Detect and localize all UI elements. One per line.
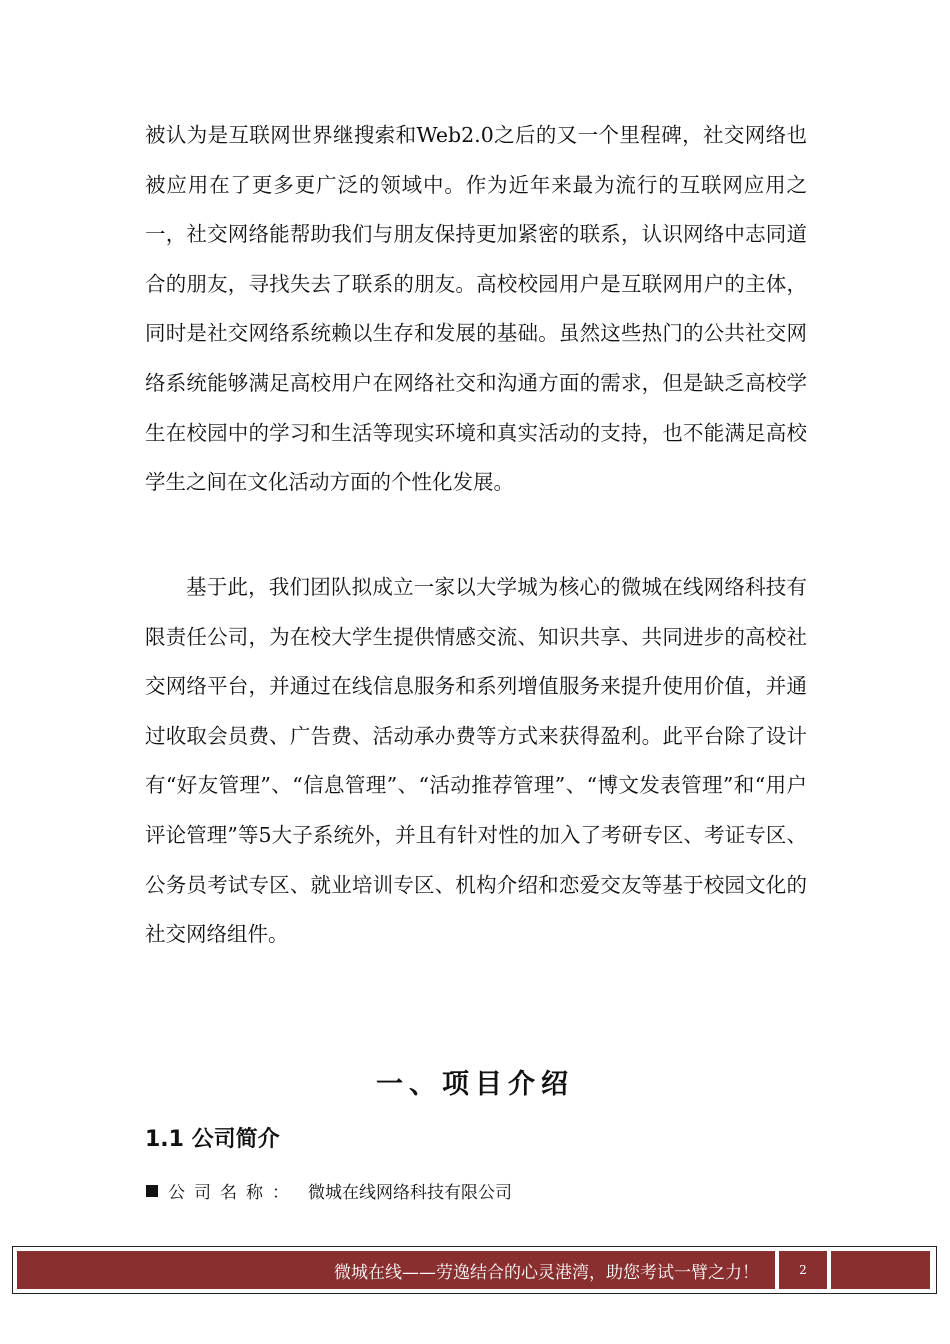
page-footer <box>12 1246 937 1294</box>
footer-decor-box <box>831 1251 930 1289</box>
body-paragraph-2: 基于此，我们团队拟成立一家以大学城为核心的微城在线网络科技有限责任公司，为在校大学生提供情感交流、知识共享、共同进步的高校社交网络平台，并通过在线信息服务和系列增值服务来提升使用价值，并通过收取会员费、广告费、活动承办费等方式来获得盈利。此平台除了设计有“好友管理”、“信息管理”、“活动推荐管理”、“博文发表管理”和“用户评论管理”等5大子系统外，并且有针对性的加入了考研专区、考证专区、公务员考试专区、就业培训专区、机构介绍和恋爱交友等基于校园文化的社交网络组件。 <box>145 575 807 947</box>
footer-slogan: 微城在线——劳逸结合的心灵港湾，助您考试一臂之力！ <box>334 1262 759 1283</box>
page-number: 2 <box>799 1263 807 1277</box>
company-name-value: 微城在线网络科技有限公司 <box>308 1183 512 1203</box>
footer-page-box <box>779 1251 827 1289</box>
company-name-label: 公司名称： <box>168 1183 298 1203</box>
company-name-row <box>146 1178 512 1203</box>
square-bullet-icon <box>146 1185 158 1197</box>
body-paragraph-1: 被认为是互联网世界继搜索和Web2.0之后的又一个里程碑，社交网络也被应用在了更多更广泛的领域中。作为近年来最为流行的互联网应用之一，社交网络能帮助我们与朋友保持更加紧密的联系，认识网络中志同道合的朋友，寻找失去了联系的朋友。高校校园用户是互联网用户的主体，同时是社交网络系统赖以生存和发展的基础。虽然这些热门的公共社交网络系统能够满足高校用户在网络社交和沟通方面的需求，但是缺乏高校学生在校园中的学习和生活等现实环境和真实活动的支持，也不能满足高校学生之间在文化活动方面的个性化发展。 <box>145 123 807 495</box>
footer-slogan-box <box>17 1251 775 1289</box>
subsection-title: 1.1 公司简介 <box>145 1127 280 1152</box>
section-title: 一、项目介绍 <box>376 1069 574 1100</box>
